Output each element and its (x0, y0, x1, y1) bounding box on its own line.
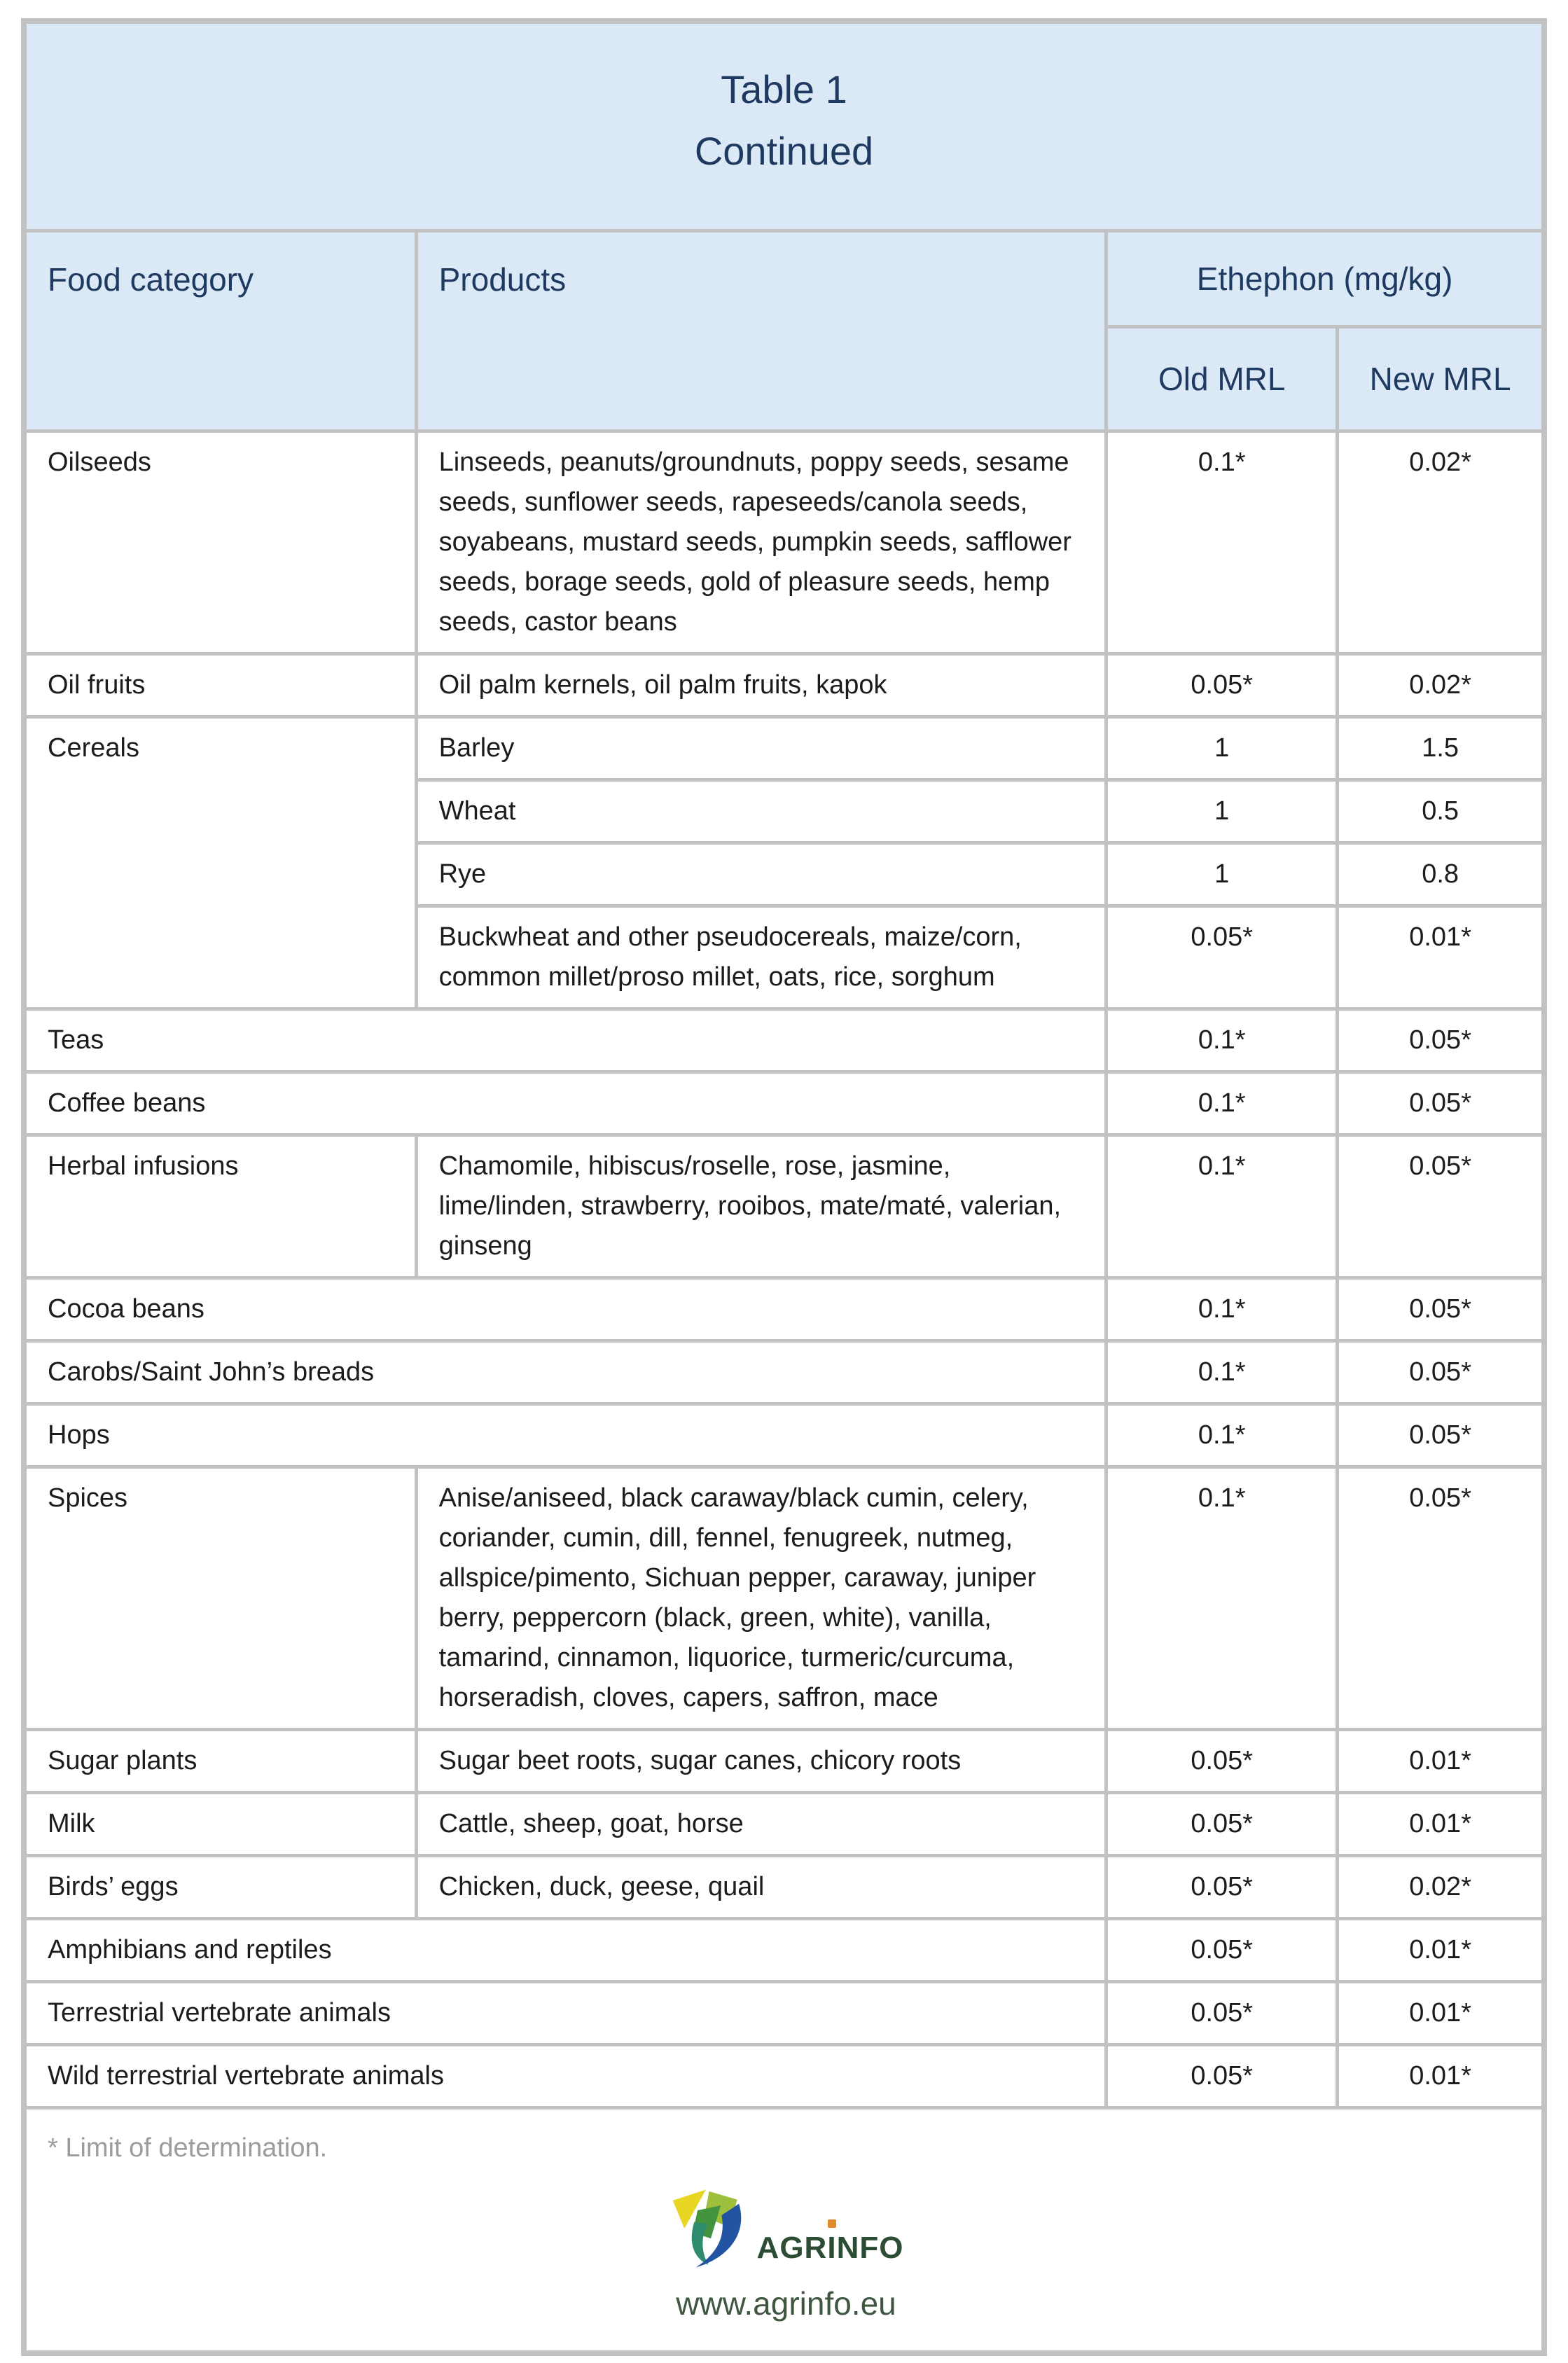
food-category-cell: Terrestrial vertebrate animals (24, 1981, 1106, 2044)
table-row (24, 1135, 1544, 1277)
table-row (24, 1277, 1544, 1340)
new-mrl-cell: 0.5 (1338, 779, 1544, 843)
food-category-cell: Teas (24, 1009, 1106, 1072)
old-mrl-cell: 0.05* (1106, 906, 1338, 1009)
old-mrl-cell: 0.1* (1106, 1135, 1338, 1277)
food-category-cell: Coffee beans (24, 1072, 1106, 1135)
header-row-1 (24, 230, 1544, 326)
table-row (24, 1340, 1544, 1404)
food-category-cell: Oilseeds (24, 431, 416, 653)
new-mrl-cell: 0.05* (1338, 1135, 1544, 1277)
old-mrl-cell: 0.1* (1106, 1009, 1338, 1072)
table-row (24, 2044, 1544, 2107)
table-footer (24, 2107, 1544, 2353)
old-mrl-cell: 0.05* (1106, 2044, 1338, 2107)
products-cell: Chicken, duck, geese, quail (416, 1855, 1106, 1918)
food-category-cell: Sugar plants (24, 1729, 416, 1792)
products-cell: Oil palm kernels, oil palm fruits, kapok (416, 653, 1106, 716)
food-category-cell: Oil fruits (24, 653, 416, 716)
column-header-food-category: Food category (24, 230, 416, 431)
food-category-cell: Birds’ eggs (24, 1855, 416, 1918)
food-category-cell: Carobs/Saint John’s breads (24, 1340, 1106, 1404)
new-mrl-cell: 0.05* (1338, 1340, 1544, 1404)
products-cell: Linseeds, peanuts/groundnuts, poppy seeds, sesame seeds, sunflower seeds, rapeseeds/canola seeds, soyabeans, mustard seeds, pumpkin seeds, safflower seeds, borage seeds, gold of pleasure seeds, hemp seeds, castor beans (416, 431, 1106, 653)
old-mrl-cell: 1 (1106, 779, 1338, 843)
products-cell: Chamomile, hibiscus/roselle, rose, jasmine, lime/linden, strawberry, rooibos, mate/maté, valerian, ginseng (416, 1135, 1106, 1277)
old-mrl-cell: 0.05* (1106, 1855, 1338, 1918)
new-mrl-cell: 0.05* (1338, 1277, 1544, 1340)
products-cell: Buckwheat and other pseudocereals, maize/corn, common millet/proso millet, oats, rice, sorghum (416, 906, 1106, 1009)
new-mrl-cell: 0.01* (1338, 1918, 1544, 1981)
table-row (24, 1467, 1544, 1729)
column-header-products: Products (416, 230, 1106, 431)
new-mrl-cell: 0.8 (1338, 843, 1544, 906)
website-url[interactable]: www.agrinfo.eu (676, 2285, 896, 2322)
new-mrl-cell: 0.02* (1338, 1855, 1544, 1918)
table-row (24, 653, 1544, 716)
old-mrl-cell: 0.1* (1106, 1277, 1338, 1340)
title-row (24, 21, 1544, 230)
table-row (24, 431, 1544, 653)
new-mrl-cell: 0.01* (1338, 1792, 1544, 1855)
table-row (24, 1729, 1544, 1792)
table-title-line2: Continued (694, 129, 874, 174)
new-mrl-cell: 0.01* (1338, 906, 1544, 1009)
food-category-cell: Cereals (24, 716, 416, 1009)
food-category-cell: Wild terrestrial vertebrate animals (24, 2044, 1106, 2107)
old-mrl-cell: 0.05* (1106, 1792, 1338, 1855)
table-row (24, 1792, 1544, 1855)
new-mrl-cell: 0.01* (1338, 1981, 1544, 2044)
old-mrl-cell: 0.05* (1106, 1918, 1338, 1981)
new-mrl-cell: 0.05* (1338, 1009, 1544, 1072)
new-mrl-cell: 0.02* (1338, 431, 1544, 653)
products-cell: Barley (416, 716, 1106, 779)
new-mrl-cell: 0.02* (1338, 653, 1544, 716)
column-header-new-mrl: New MRL (1338, 326, 1544, 431)
products-cell: Sugar beet roots, sugar canes, chicory roots (416, 1729, 1106, 1792)
agrinfo-logo-wordmark: AGRINFO (756, 2230, 904, 2265)
old-mrl-cell: 0.05* (1106, 1981, 1338, 2044)
old-mrl-cell: 0.1* (1106, 1072, 1338, 1135)
new-mrl-cell: 0.05* (1338, 1404, 1544, 1467)
table-header (24, 21, 1544, 431)
food-category-cell: Hops (24, 1404, 1106, 1467)
old-mrl-cell: 0.05* (1106, 653, 1338, 716)
old-mrl-cell: 0.05* (1106, 1729, 1338, 1792)
old-mrl-cell: 1 (1106, 716, 1338, 779)
table-row (24, 1855, 1544, 1918)
agrinfo-logo-icon (669, 2187, 753, 2273)
food-category-cell: Amphibians and reptiles (24, 1918, 1106, 1981)
products-cell: Anise/aniseed, black caraway/black cumin, celery, coriander, cumin, dill, fennel, fenugreek, nutmeg, allspice/pimento, Sichuan pepper, caraway, juniper berry, peppercorn (black, green, white), vanilla, tamarind, cinnamon, liquorice, turmeric/curcuma, horseradish, cloves, capers, saffron, mace (416, 1467, 1106, 1729)
new-mrl-cell: 0.01* (1338, 2044, 1544, 2107)
footer-cell (24, 2107, 1544, 2353)
table-row (24, 716, 1544, 779)
table-title (24, 21, 1544, 230)
old-mrl-cell: 0.1* (1106, 1404, 1338, 1467)
old-mrl-cell: 0.1* (1106, 1467, 1338, 1729)
products-cell: Wheat (416, 779, 1106, 843)
new-mrl-cell: 1.5 (1338, 716, 1544, 779)
food-category-cell: Spices (24, 1467, 416, 1729)
old-mrl-cell: 0.1* (1106, 1340, 1338, 1404)
table-row (24, 1404, 1544, 1467)
table-row (24, 1918, 1544, 1981)
mrl-table (21, 18, 1547, 2356)
food-category-cell: Milk (24, 1792, 416, 1855)
column-header-old-mrl: Old MRL (1106, 326, 1338, 431)
column-header-ethephon: Ethephon (mg/kg) (1106, 230, 1544, 326)
table-row (24, 1981, 1544, 2044)
food-category-cell: Herbal infusions (24, 1135, 416, 1277)
agrinfo-logo (48, 2187, 1525, 2322)
table-title-line1: Table 1 (721, 67, 847, 111)
footnote: * Limit of determination. (48, 2133, 328, 2163)
table-row (24, 1072, 1544, 1135)
footer-row (24, 2107, 1544, 2353)
new-mrl-cell: 0.05* (1338, 1467, 1544, 1729)
old-mrl-cell: 0.1* (1106, 431, 1338, 653)
products-cell: Cattle, sheep, goat, horse (416, 1792, 1106, 1855)
new-mrl-cell: 0.01* (1338, 1729, 1544, 1792)
food-category-cell: Cocoa beans (24, 1277, 1106, 1340)
table-body (24, 431, 1544, 2107)
new-mrl-cell: 0.05* (1338, 1072, 1544, 1135)
old-mrl-cell: 1 (1106, 843, 1338, 906)
table-row (24, 1009, 1544, 1072)
products-cell: Rye (416, 843, 1106, 906)
